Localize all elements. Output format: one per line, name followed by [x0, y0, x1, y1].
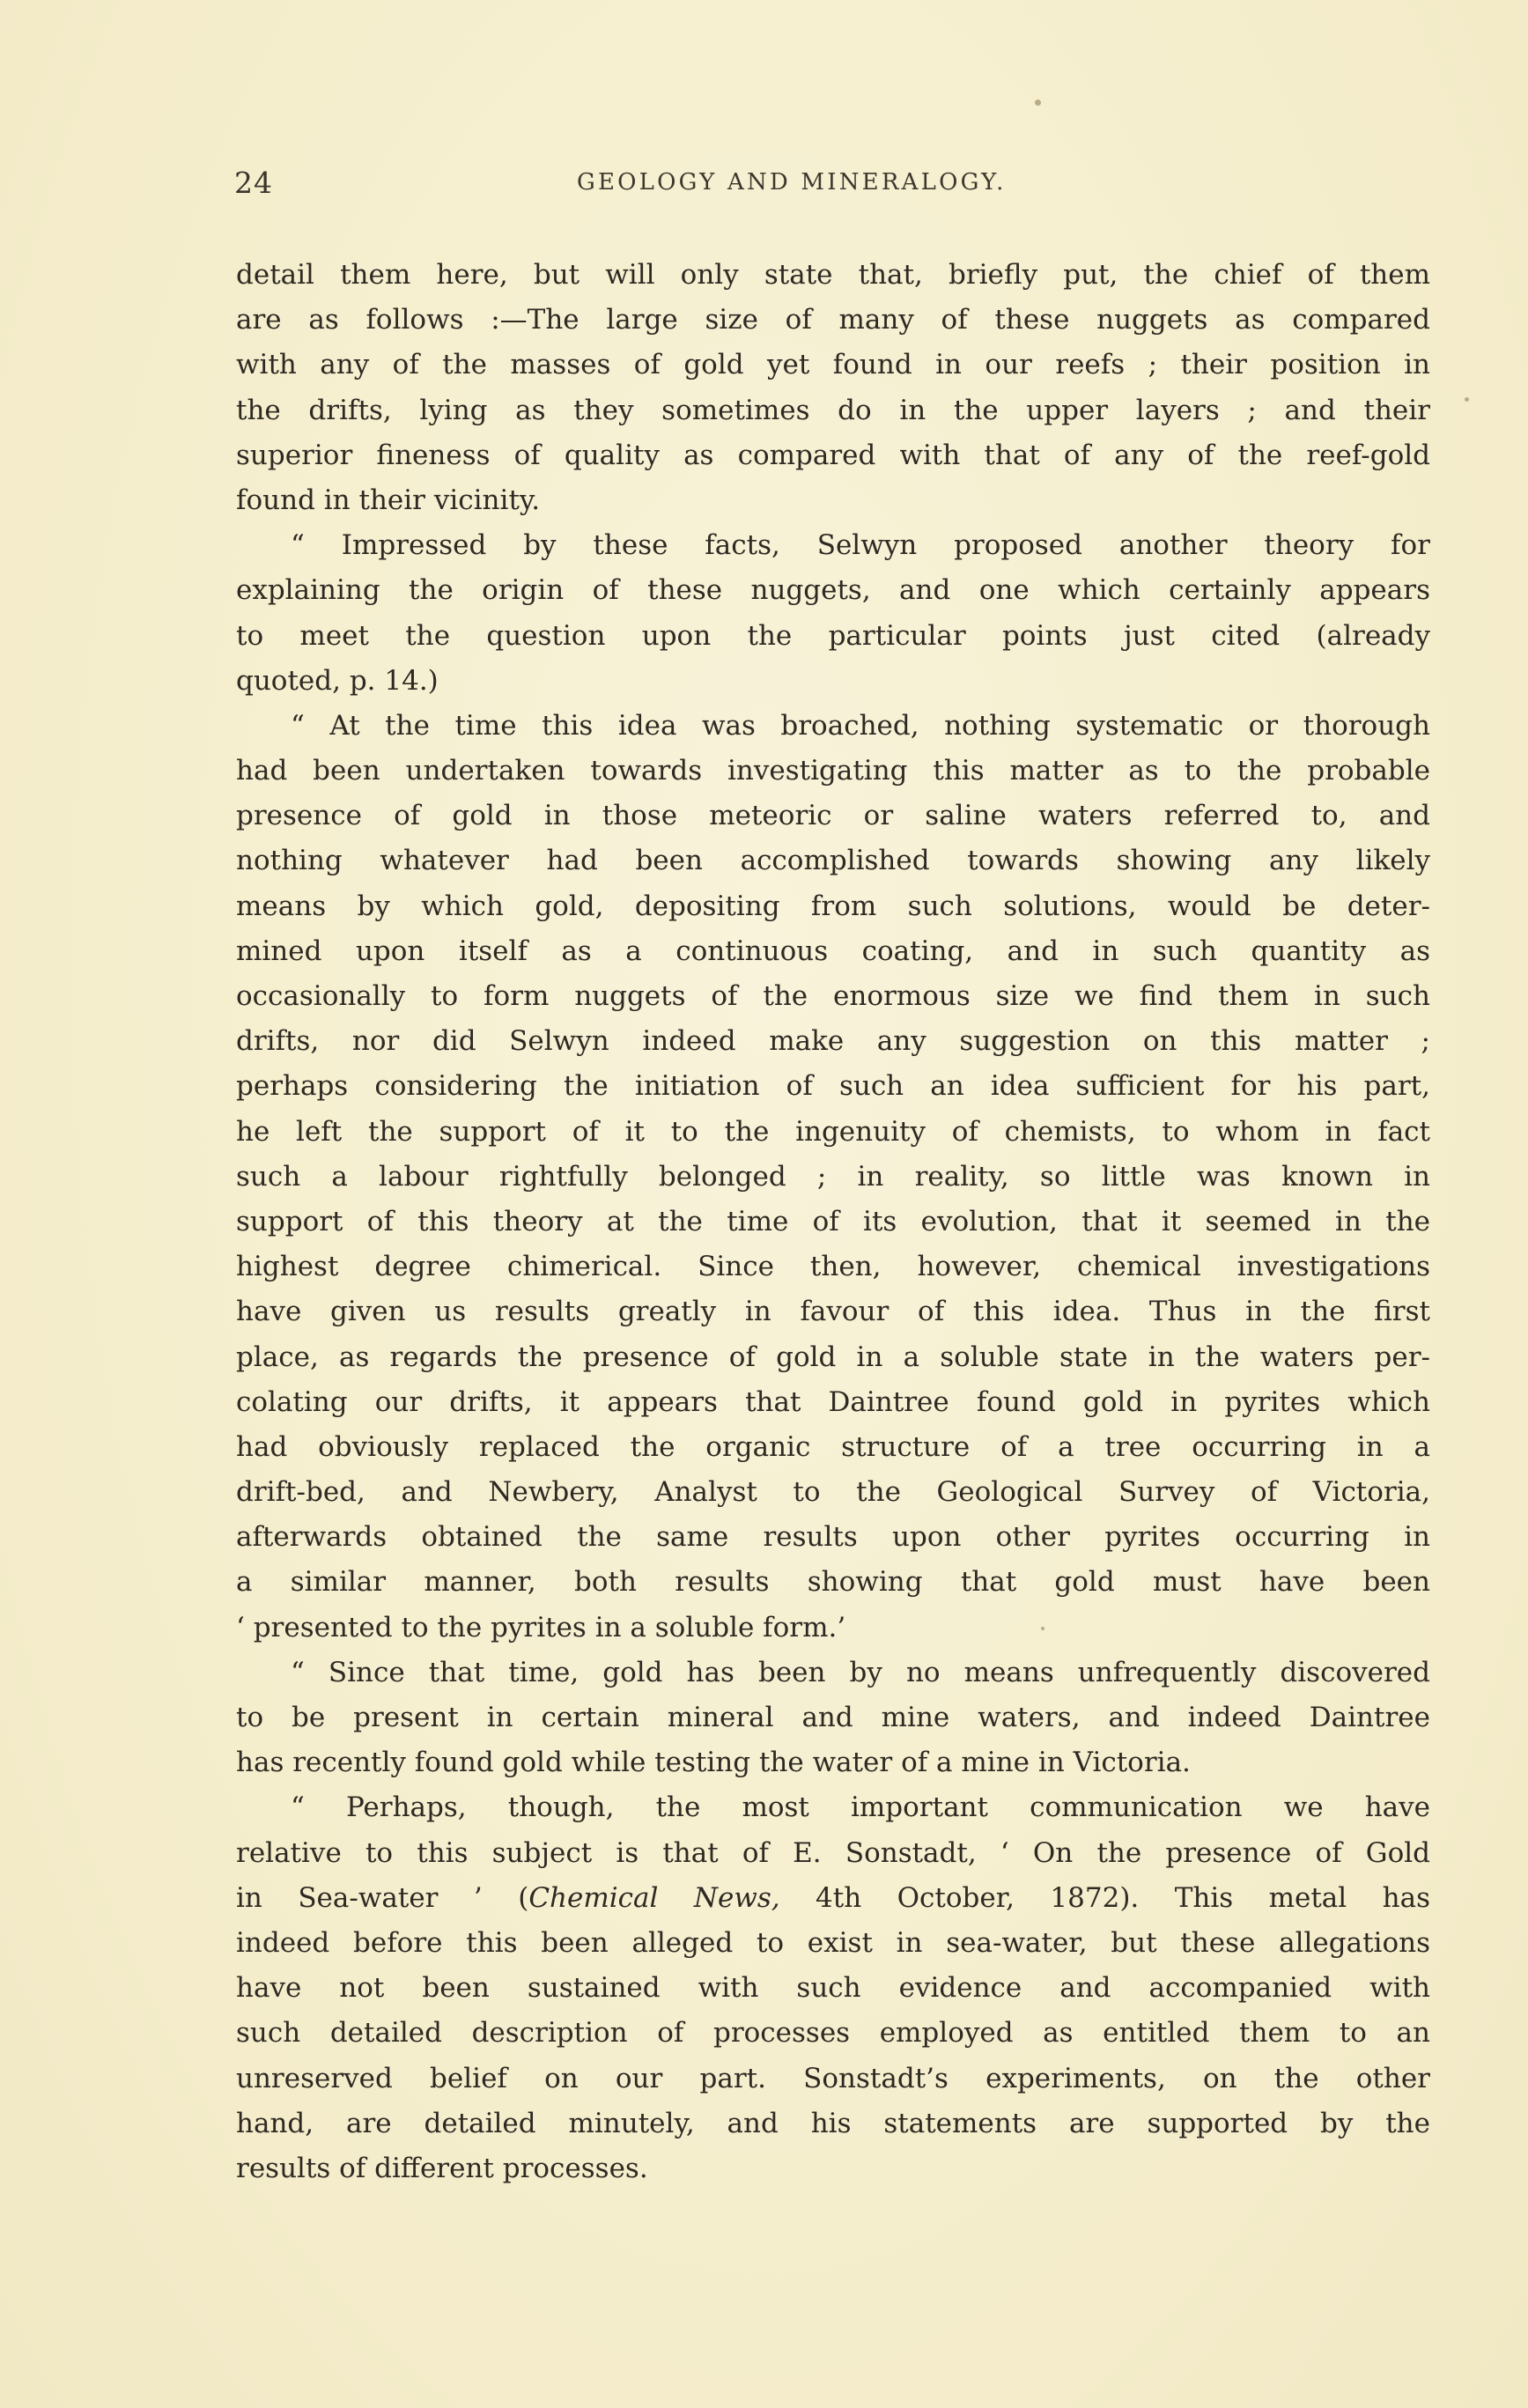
text-line: superior fineness of quality as compared with that of any of the reef-gold: [236, 439, 1430, 471]
text-line: support of this theory at the time of its evolution, that it seemed in the: [236, 1205, 1430, 1237]
text-line: had obviously replaced the organic structure of a tree occurring in a: [236, 1430, 1430, 1463]
text-line: had been undertaken towards investigating this matter as to the probable: [236, 755, 1430, 787]
text-line: have not been sustained with such evidence and accompanied with: [236, 1972, 1430, 2005]
text-line: to be present in certain mineral and mine waters, and indeed Daintree: [236, 1702, 1430, 1733]
journal-title-italic: Chemical News,: [528, 1881, 780, 1914]
page-number: 24: [234, 166, 273, 200]
text-line: occasionally to form nuggets of the enormous size we find them in such: [236, 980, 1430, 1012]
paper-speck: [1465, 397, 1469, 402]
text-line: are as follows :—The large size of many of these nuggets as compared: [236, 304, 1430, 336]
text-line: found in their vicinity.: [236, 484, 541, 516]
text-line: mined upon itself as a continuous coating, and in such quantity as: [236, 934, 1430, 967]
text-line: indeed before this been alleged to exist in sea-water, but these allegations: [236, 1926, 1430, 1959]
text-line: “ Perhaps, though, the most important communication we have: [291, 1791, 1430, 1824]
text-line: such a labour rightfully belonged ; in reality, so little was known in: [236, 1160, 1430, 1193]
running-title: GEOLOGY AND MINERALOGY.: [577, 169, 1007, 196]
text-line: results of different processes.: [236, 2152, 648, 2184]
body-text: [236, 253, 1430, 2191]
text-line: has recently found gold while testing the water of a mine in Victoria.: [236, 1747, 1191, 1779]
paper-speck: [1035, 100, 1041, 106]
text-line: colating our drifts, it appears that Daintree found gold in pyrites which: [236, 1385, 1430, 1418]
paragraph: [236, 1651, 1430, 1786]
paragraph: [236, 1785, 1430, 2191]
citation-prefix: in Sea-water ’ (: [236, 1881, 529, 1914]
text-line: afterwards obtained the same results upon other pyrites occurring in: [236, 1521, 1430, 1554]
text-line: he left the support of it to the ingenuity of chemists, to whom in fact: [236, 1115, 1430, 1148]
text-line: highest degree chimerical. Since then, however, chemical investigations: [236, 1251, 1430, 1283]
text-line: with any of the masses of gold yet found in our reefs ; their position in: [236, 349, 1430, 381]
text-line: quoted, p. 14.): [236, 664, 439, 697]
text-line: hand, are detailed minutely, and his statements are supported by the: [236, 2107, 1430, 2139]
text-line-with-citation: [236, 1876, 1430, 1921]
running-head: [234, 164, 1432, 203]
text-line: “ Impressed by these facts, Selwyn proposed another theory for: [291, 529, 1430, 562]
text-line: the drifts, lying as they sometimes do in the upper layers ; and their: [236, 394, 1430, 426]
text-line: detail them here, but will only state that, briefly put, the chief of them: [236, 259, 1430, 291]
text-line: a similar manner, both results showing that gold must have been: [236, 1566, 1430, 1599]
text-line: drift-bed, and Newbery, Analyst to the Geological Survey of Victoria,: [236, 1476, 1430, 1509]
text-line: unreserved belief on our part. Sonstadt’s experiments, on the other: [236, 2062, 1430, 2094]
text-line: such detailed description of processes employed as entitled them to an: [236, 2017, 1430, 2050]
text-line: nothing whatever had been accomplished towards showing any likely: [236, 845, 1430, 877]
text-line: perhaps considering the initiation of such an idea sufficient for his part,: [236, 1070, 1430, 1103]
text-line: relative to this subject is that of E. Sonstadt, ‘ On the presence of Gold: [236, 1836, 1430, 1869]
text-line: place, as regards the presence of gold in a soluble state in the waters per-: [236, 1341, 1430, 1373]
text-line: ‘ presented to the pyrites in a soluble form.’: [236, 1611, 846, 1643]
paragraph: [236, 704, 1430, 1651]
text-line: drifts, nor did Selwyn indeed make any suggestion on this matter ;: [236, 1025, 1430, 1058]
text-line: “ Since that time, gold has been by no means unfrequently discovered: [291, 1656, 1430, 1688]
text-line: “ At the time this idea was broached, nothing systematic or thorough: [291, 709, 1430, 742]
paper-speck: [1041, 1627, 1045, 1630]
paragraph: [236, 253, 1430, 523]
text-line: means by which gold, depositing from such solutions, would be deter-: [236, 890, 1430, 922]
text-line: have given us results greatly in favour of this idea. Thus in the first: [236, 1296, 1430, 1328]
text-line: to meet the question upon the particular points just cited (already: [236, 619, 1430, 652]
text-line: presence of gold in those meteoric or saline waters referred to, and: [236, 800, 1430, 832]
paragraph: [236, 523, 1430, 704]
citation-suffix: 4th October, 1872). This metal has: [779, 1881, 1430, 1914]
text-line: explaining the origin of these nuggets, and one which certainly appears: [236, 574, 1430, 607]
